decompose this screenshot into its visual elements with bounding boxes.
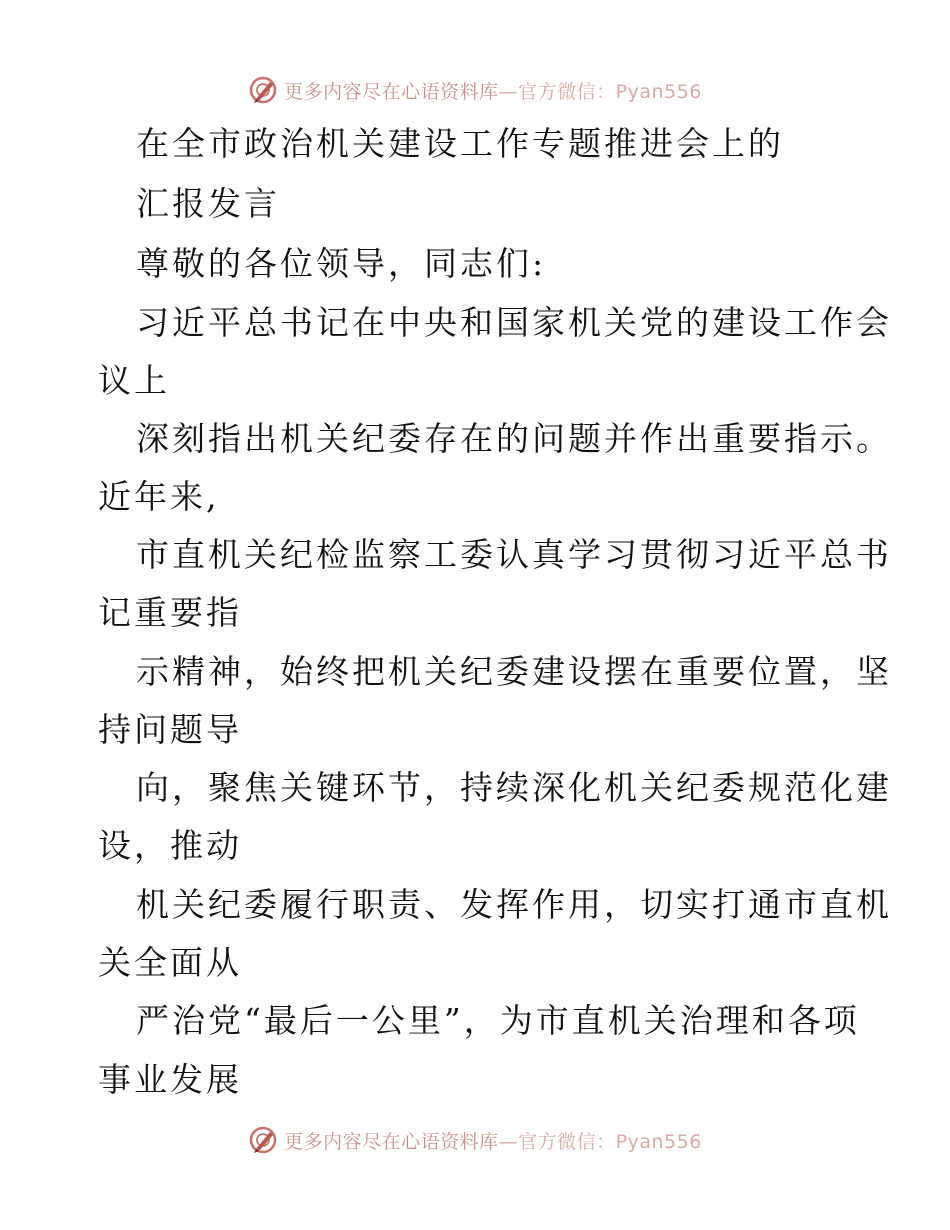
doc-paragraph-line: 持问题导	[98, 710, 242, 749]
watermark-separator: —	[498, 1130, 519, 1153]
doc-paragraph-line: 近年来,	[98, 477, 220, 516]
watermark-header	[0, 72, 950, 108]
doc-paragraph-line: 向，聚焦关键环节，持续深化机关纪委规范化建	[136, 768, 892, 807]
doc-paragraph-line: 关全面从	[98, 943, 242, 982]
doc-paragraph-line: 机关纪委履行职责、发挥作用，切实打通市直机	[136, 885, 892, 924]
watermark-main-text: 更多内容尽在心语资料库	[284, 1130, 499, 1153]
watermark-contact-text: 官方微信：Pyan556	[518, 80, 702, 103]
doc-title-line-2: 汇报发言	[136, 184, 280, 223]
watermark-main-text: 更多内容尽在心语资料库	[284, 80, 499, 103]
doc-paragraph-line: 示精神，始终把机关纪委建设摆在重要位置，坚	[136, 652, 892, 691]
doc-paragraph-line: 设，推动	[98, 826, 242, 865]
doc-paragraph-line: 事业发展	[98, 1060, 242, 1099]
doc-paragraph-line: 市直机关纪检监察工委认真学习贯彻习近平总书	[136, 535, 892, 574]
doc-paragraph-line: 严治党“最后一公里”，为市直机关治理和各项	[136, 1001, 860, 1040]
watermark-contact-text: 官方微信：Pyan556	[518, 1130, 702, 1153]
doc-paragraph-line: 习近平总书记在中央和国家机关党的建设工作会	[136, 303, 892, 342]
doc-paragraph-line: 深刻指出机关纪委存在的问题并作出重要指示。	[136, 419, 892, 458]
watermark-text	[284, 1127, 702, 1154]
doc-title-line-1: 在全市政治机关建设工作专题推进会上的	[136, 124, 784, 163]
doc-paragraph-line: 议上	[98, 361, 170, 400]
doc-salutation: 尊敬的各位领导，同志们:	[136, 244, 547, 283]
watermark-footer	[0, 1122, 950, 1158]
watermark-text	[284, 77, 702, 104]
watermark-separator: —	[498, 80, 519, 103]
pen-circle-logo-icon	[248, 75, 278, 105]
doc-paragraph-line: 记重要指	[98, 593, 242, 632]
pen-circle-logo-icon	[248, 1125, 278, 1155]
